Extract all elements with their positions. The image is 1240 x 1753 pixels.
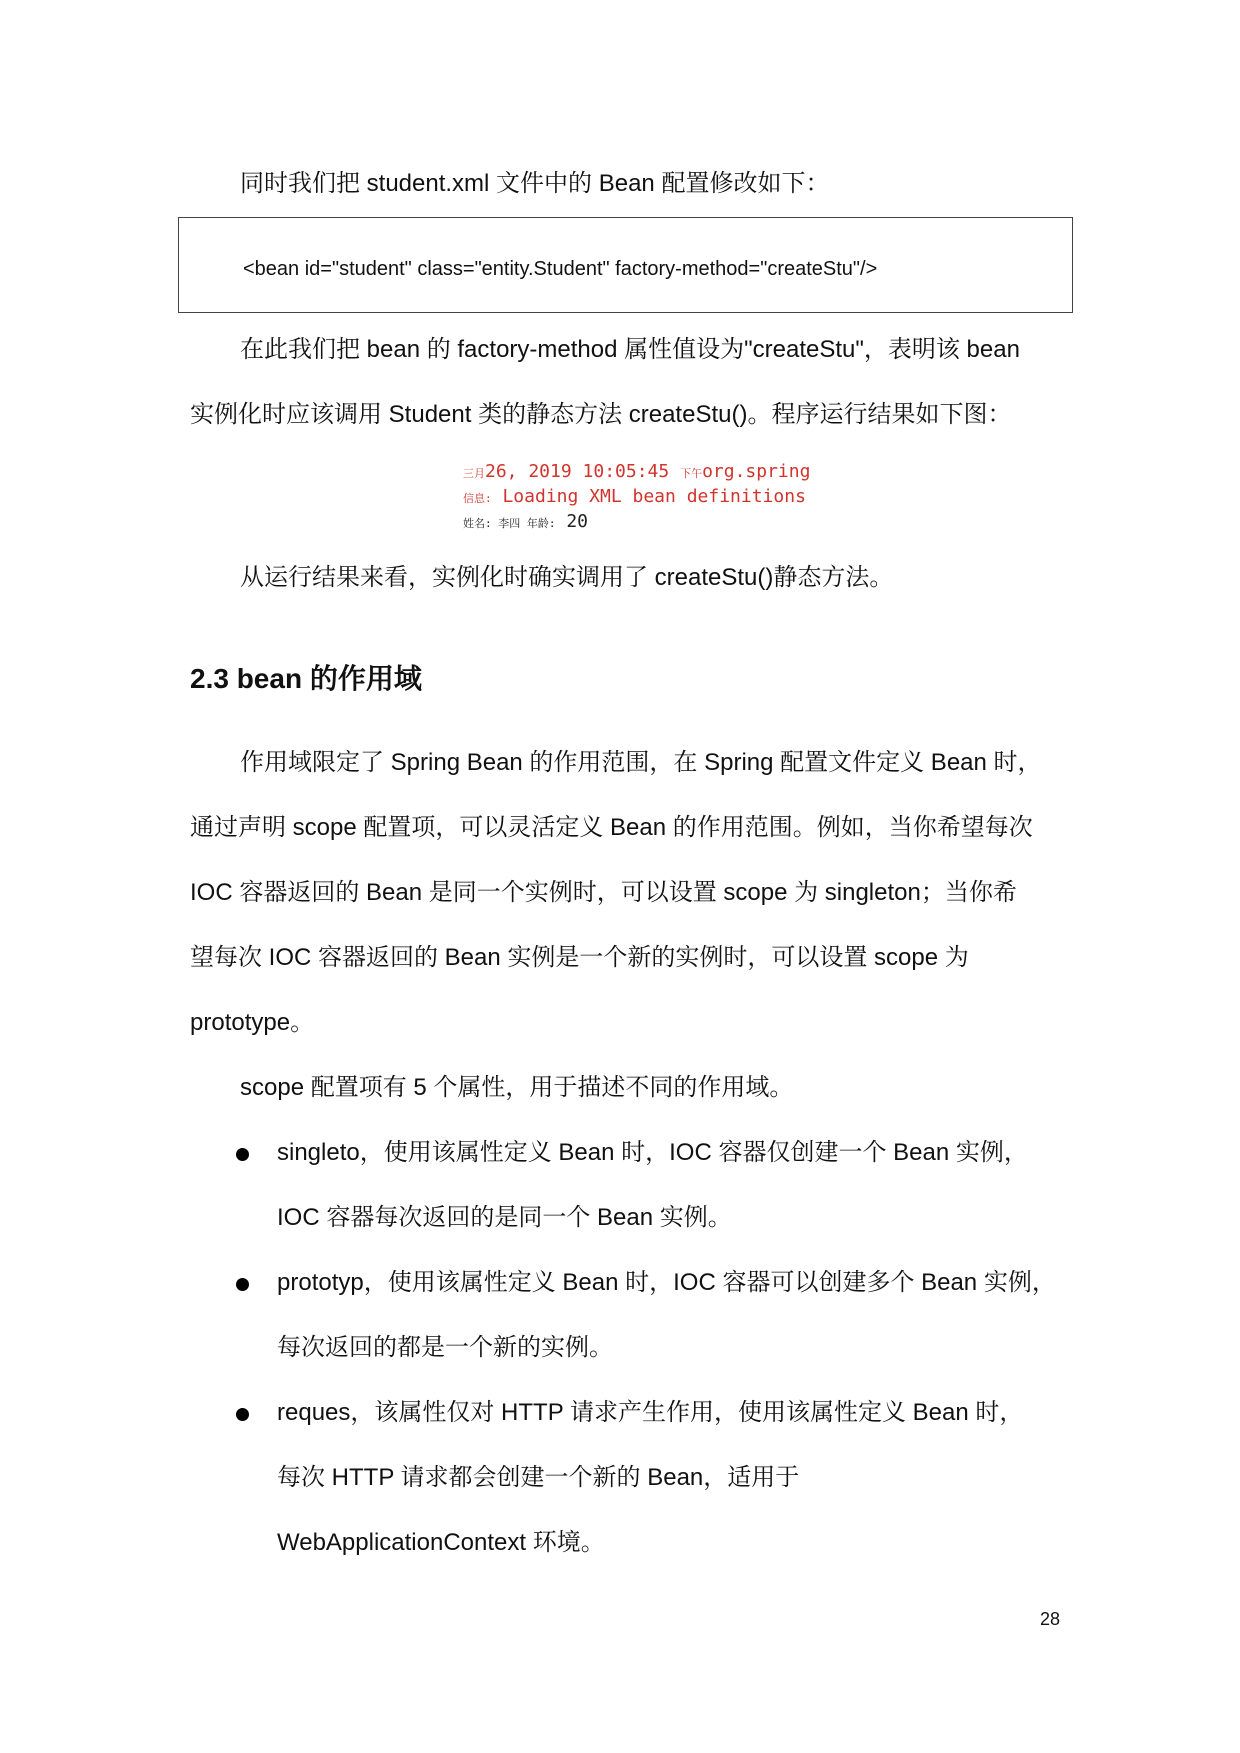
console-line-3 bbox=[463, 510, 810, 535]
bullet-line: reques，该属性仅对 HTTP 请求产生作用，使用该属性定义 Bean 时， bbox=[277, 1399, 1024, 1426]
intro-paragraph: 同时我们把 student.xml 文件中的 Bean 配置修改如下： bbox=[240, 170, 830, 197]
bullet-line: 每次返回的都是一个新的实例。 bbox=[277, 1334, 613, 1361]
bullet-line: prototyp，使用该属性定义 Bean 时，IOC 容器可以创建多个 Bean 实例， bbox=[277, 1269, 1056, 1296]
console-line-2 bbox=[463, 485, 810, 510]
bullet-icon bbox=[236, 1408, 249, 1421]
paragraph-line: 望每次 IOC 容器返回的 Bean 实例是一个新的实例时，可以设置 scope 为 bbox=[190, 944, 969, 971]
console-output bbox=[463, 460, 810, 535]
console-output-value: 20 bbox=[566, 511, 589, 532]
section-heading: 2.3 bean 的作用域 bbox=[190, 663, 422, 694]
paragraph-line: 从运行结果来看，实例化时确实调用了 createStu()静态方法。 bbox=[240, 564, 894, 591]
paragraph-line: scope 配置项有 5 个属性，用于描述不同的作用域。 bbox=[240, 1074, 794, 1101]
paragraph-line: prototype。 bbox=[190, 1009, 315, 1036]
console-line-1 bbox=[463, 460, 810, 485]
bullet-line: WebApplicationContext 环境。 bbox=[277, 1529, 605, 1556]
paragraph-line: 作用域限定了 Spring Bean 的作用范围，在 Spring 配置文件定义 Bean 时， bbox=[240, 749, 1042, 776]
bullet-icon bbox=[236, 1148, 249, 1161]
code-line: <bean id="student" class="entity.Student" factory-method="createStu"/> bbox=[243, 258, 878, 280]
console-month: 三月 bbox=[463, 467, 485, 480]
paragraph-line: 通过声明 scope 配置项，可以灵活定义 Bean 的作用范围。例如，当你希望每次 bbox=[190, 814, 1033, 841]
code-block bbox=[178, 217, 1073, 313]
bullet-line: singleto，使用该属性定义 Bean 时，IOC 容器仅创建一个 Bean 实例， bbox=[277, 1139, 1028, 1166]
page-number: 28 bbox=[1040, 1609, 1061, 1629]
console-timestamp: 26, 2019 10:05:45 bbox=[485, 461, 670, 482]
bullet-line: IOC 容器每次返回的是同一个 Bean 实例。 bbox=[277, 1204, 732, 1231]
console-ampm: 下午 bbox=[680, 467, 703, 480]
paragraph-line: 在此我们把 bean 的 factory-method 属性值设为"createStu"，表明该 bean bbox=[240, 336, 1020, 363]
paragraph-line: IOC 容器返回的 Bean 是同一个实例时，可以设置 scope 为 singleton；当你希 bbox=[190, 879, 1017, 906]
bullet-line: 每次 HTTP 请求都会创建一个新的 Bean，适用于 bbox=[277, 1464, 800, 1491]
console-level: 信息: bbox=[463, 492, 492, 505]
console-message: Loading XML bean definitions bbox=[502, 486, 806, 507]
paragraph-line: 实例化时应该调用 Student 类的静态方法 createStu()。程序运行结果如下图： bbox=[190, 401, 1012, 428]
console-logger: org.spring bbox=[702, 461, 811, 482]
bullet-icon bbox=[236, 1278, 249, 1291]
console-output-label: 姓名: 李四 年龄: bbox=[463, 517, 556, 530]
